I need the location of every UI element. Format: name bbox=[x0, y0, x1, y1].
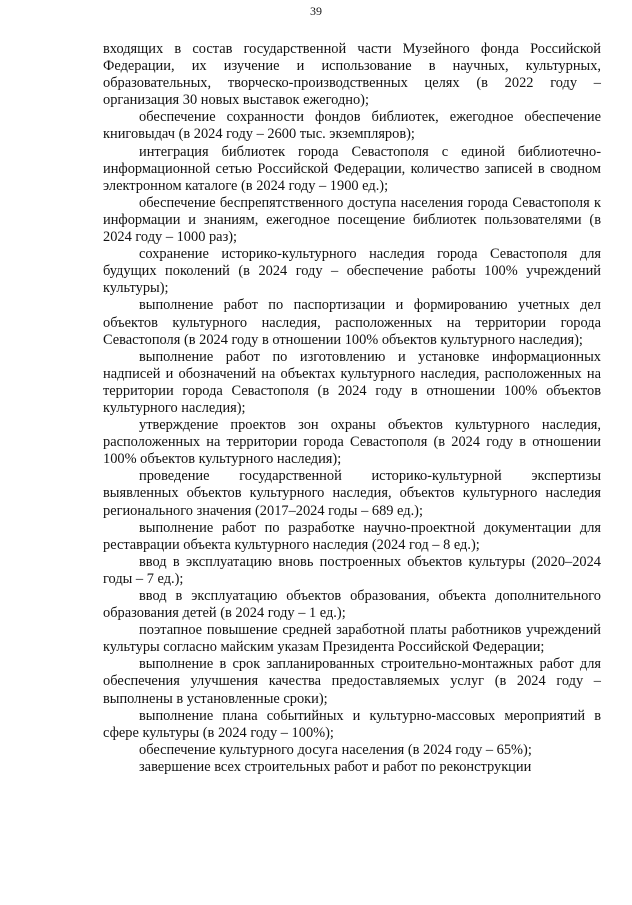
paragraph: сохранение историко-культурного наследия города Севастополя для будущих поколений (в 2024 году – обеспечение работы 100% учреждений культуры); bbox=[103, 246, 601, 297]
document-body bbox=[103, 41, 601, 776]
paragraph: поэтапное повышение средней заработной платы работников учреждений культуры согласно майским указам Президента Российской Федерации; bbox=[103, 622, 601, 656]
paragraph: выполнение работ по паспортизации и формированию учетных дел объектов культурного наследия, расположенных на территории города Севастополя (в 2024 году в отношении 100% объектов культурного наследия); bbox=[103, 297, 601, 348]
paragraph: интеграция библиотек города Севастополя с единой библиотечно-информационной сетью Российской Федерации, количество записей в сводном электронном каталоге (в 2024 году – 1900 ед.); bbox=[103, 143, 601, 194]
paragraph: выполнение работ по изготовлению и установке информационных надписей и обозначений на объектах культурного наследия, расположенных на территории города Севастополя (в 2024 году в отношении 100% объектов культурного наследия); bbox=[103, 348, 601, 416]
paragraph: выполнение работ по разработке научно-проектной документации для реставрации объекта культурного наследия (2024 год – 8 ед.); bbox=[103, 519, 601, 553]
paragraph: завершение всех строительных работ и работ по реконструкции bbox=[139, 758, 532, 775]
paragraph: выполнение в срок запланированных строительно-монтажных работ для обеспечения улучшения качества предоставляемых услуг (в 2024 году – выполнены в установленные сроки); bbox=[103, 656, 601, 707]
paragraph: ввод в эксплуатацию вновь построенных объектов культуры (2020–2024 годы – 7 ед.); bbox=[103, 553, 601, 587]
page-number: 39 bbox=[310, 4, 322, 18]
paragraph: утверждение проектов зон охраны объектов культурного наследия, расположенных на территории города Севастополя (в 2024 году в отношении 100% объектов культурного наследия); bbox=[103, 417, 601, 468]
paragraph: обеспечение культурного досуга населения (в 2024 году – 65%); bbox=[139, 741, 532, 758]
paragraph: обеспечение сохранности фондов библиотек, ежегодное обеспечение книговыдач (в 2024 году – 2600 тыс. экземпляров); bbox=[103, 109, 601, 143]
paragraph: выполнение плана событийных и культурно-массовых мероприятий в сфере культуры (в 2024 году – 100%); bbox=[103, 707, 601, 741]
paragraph: ввод в эксплуатацию объектов образования, объекта дополнительного образования детей (в 2024 году – 1 ед.); bbox=[103, 588, 601, 622]
paragraph: проведение государственной историко-культурной экспертизы выявленных объектов культурного наследия, объектов культурного наследия регионального значения (2017–2024 годы – 689 ед.); bbox=[103, 468, 601, 519]
paragraph-continuation: входящих в состав государственной части Музейного фонда Российской Федерации, их изучение и использование в научных, культурных, образовательных, творческо-производственных целях (в 2022 году – организация 30 новых выставок ежегодно); bbox=[103, 41, 601, 109]
paragraph: обеспечение беспрепятственного доступа населения города Севастополя к информации и знаниям, ежегодное посещение библиотек пользователями (в 2024 году – 1000 раз); bbox=[103, 194, 601, 246]
